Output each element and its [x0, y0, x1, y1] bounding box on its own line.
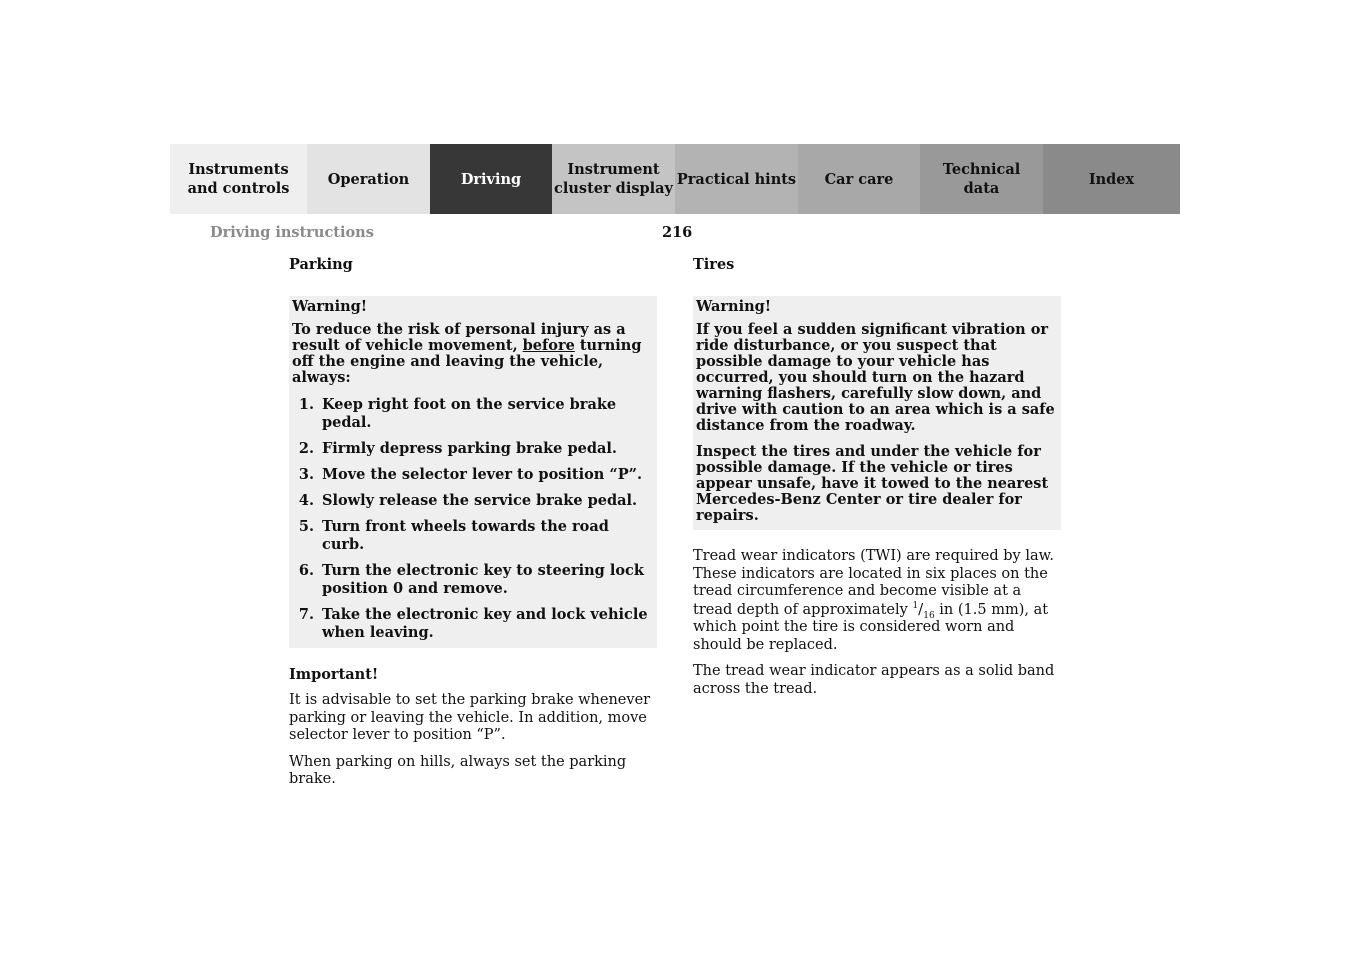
warning-intro-part1: To reduce the risk of personal injury as a result of vehicle movement, — [292, 321, 626, 354]
tab-label-line1: Instrument — [567, 161, 660, 178]
tread-indicator-paragraph: The tread wear indicator appears as a solid band across the tread. — [693, 663, 1055, 697]
tab-label: Driving — [460, 170, 522, 188]
section-title: Driving instructions — [210, 224, 374, 241]
step-text: Slowly release the service brake pedal. — [322, 492, 638, 509]
tab-label: Car care — [824, 170, 894, 188]
parking-column — [289, 256, 657, 798]
step-number: 3. — [298, 466, 314, 483]
warning-intro-part2: turning off the engine and leaving the vehicle, always: — [292, 337, 642, 386]
warning-title: Warning! — [292, 298, 368, 315]
tab-label-line2: and controls — [187, 180, 290, 197]
tires-column — [693, 256, 1061, 707]
list-item — [292, 606, 653, 642]
step-number: 4. — [298, 492, 314, 509]
tab-label: Operation — [327, 170, 410, 188]
step-number: 7. — [298, 606, 314, 623]
tread-wear-paragraph — [693, 548, 1061, 654]
parking-warning-box — [289, 296, 657, 648]
list-item — [292, 518, 653, 554]
tab-practical-hints[interactable] — [675, 144, 798, 214]
fraction-slash: / — [918, 599, 924, 618]
tab-label: Practical hints — [676, 170, 797, 188]
warning-title: Warning! — [696, 298, 772, 315]
fraction-numerator: 1 — [912, 600, 919, 611]
parking-heading: Parking — [289, 256, 353, 273]
tab-operation[interactable] — [307, 144, 430, 214]
step-text: Turn the electronic key to steering lock position 0 and remove. — [322, 562, 644, 597]
tab-technical-data[interactable] — [920, 144, 1043, 214]
step-text: Turn front wheels towards the road curb. — [322, 518, 609, 553]
tab-label-line2: cluster display — [554, 180, 673, 197]
list-item — [292, 396, 653, 432]
tab-instrument-cluster-display[interactable] — [552, 144, 675, 214]
list-item — [292, 562, 653, 598]
warning-intro — [292, 322, 653, 386]
tab-driving-active[interactable] — [430, 144, 552, 214]
step-number: 6. — [298, 562, 314, 579]
fraction — [912, 599, 935, 621]
tab-label-line1: Technical — [942, 161, 1021, 178]
fraction-denominator: 16 — [923, 610, 935, 621]
step-text: Firmly depress parking brake pedal. — [322, 440, 617, 457]
tread-text-after: in (1.5 mm), at which point the tire is considered worn and should be replaced. — [693, 601, 1049, 653]
warning-paragraph: If you feel a sudden significant vibration or ride disturbance, or you suspect that possible damage to your vehicle has occurred, you should turn on the hazard warning flashers, carefully slow down, and drive with caution to an area which is a safe distance from the roadway. — [696, 321, 1055, 434]
tires-warning-box — [693, 296, 1061, 530]
important-paragraph: It is advisable to set the parking brake whenever parking or leaving the vehicle. In addition, move selector lever to position “P”. — [289, 692, 651, 743]
tab-index[interactable] — [1043, 144, 1180, 214]
hills-paragraph: When parking on hills, always set the parking brake. — [289, 753, 627, 787]
important-title: Important! — [289, 666, 379, 683]
step-text: Keep right foot on the service brake pedal. — [322, 396, 617, 431]
tab-car-care[interactable] — [798, 144, 920, 214]
step-number: 5. — [298, 518, 314, 535]
chapter-nav — [170, 144, 1180, 214]
tires-heading: Tires — [693, 256, 735, 273]
parking-steps-list — [292, 396, 653, 642]
page-number: 216 — [662, 224, 693, 241]
tab-label-line1: Instruments — [188, 161, 289, 178]
step-number: 1. — [298, 396, 314, 413]
list-item — [292, 466, 653, 484]
step-number: 2. — [298, 440, 314, 457]
tab-instruments-and-controls[interactable] — [170, 144, 307, 214]
list-item — [292, 492, 653, 510]
warning-paragraph: Inspect the tires and under the vehicle for possible damage. If the vehicle or tires appear unsafe, have it towed to the nearest Mercedes-Benz Center or tire dealer for repairs. — [696, 443, 1049, 524]
tab-label-line2: data — [963, 180, 1000, 197]
tread-text-before: Tread wear indicators (TWI) are required by law. These indicators are located in six places on the tread circumference and become visible at a tread depth of approximately — [693, 548, 1054, 618]
warning-intro-underlined: before — [522, 337, 575, 354]
list-item — [292, 440, 653, 458]
tab-label: Index — [1088, 170, 1135, 188]
step-text: Move the selector lever to position “P”. — [322, 466, 643, 483]
step-text: Take the electronic key and lock vehicle when leaving. — [322, 606, 648, 641]
